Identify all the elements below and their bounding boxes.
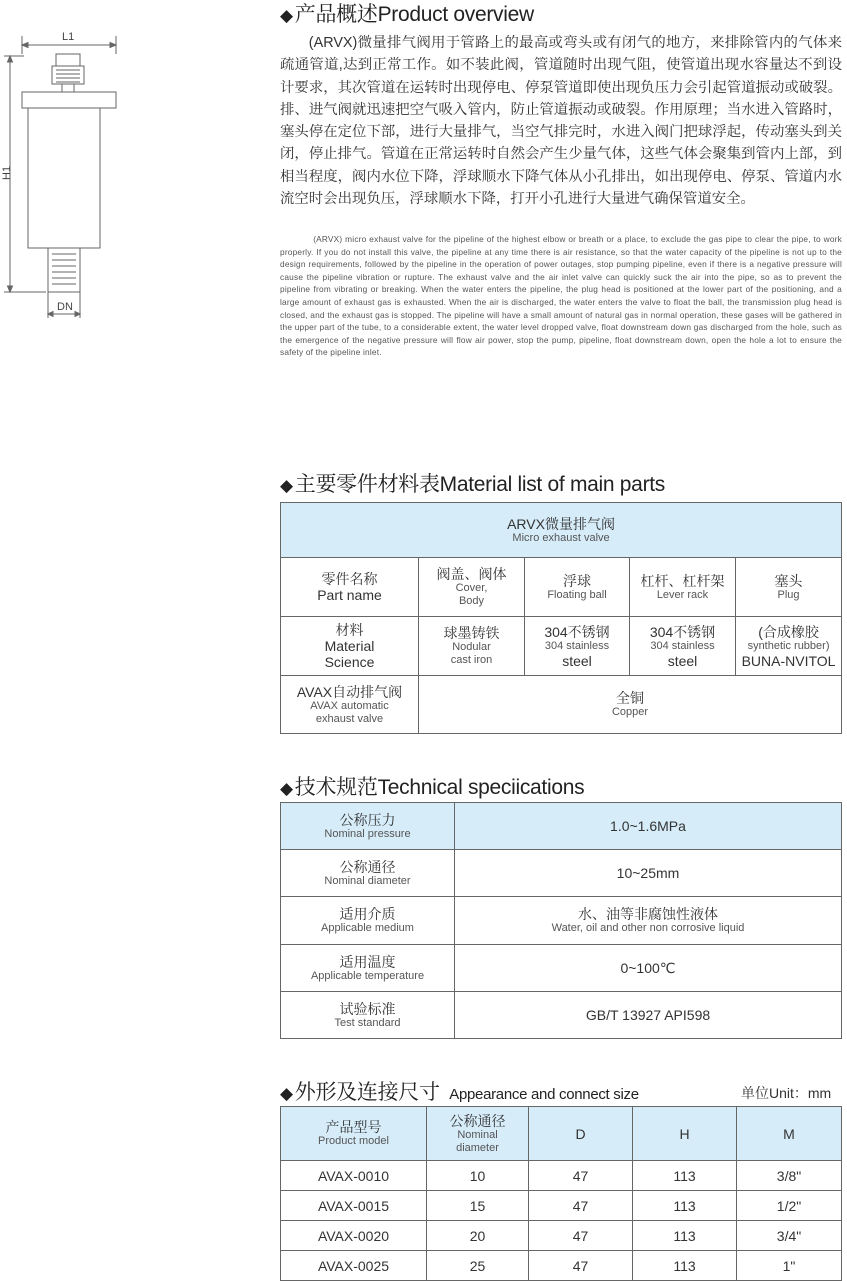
overview-title bbox=[280, 0, 534, 28]
m-cell: 1" bbox=[737, 1251, 842, 1281]
d-cell: 47 bbox=[529, 1191, 633, 1221]
nominal-cell: 15 bbox=[427, 1191, 529, 1221]
h-cell: 113 bbox=[633, 1251, 737, 1281]
materials-material-row bbox=[281, 617, 842, 676]
m-header: M bbox=[737, 1107, 842, 1161]
technical-value: GB/T 13927 API598 bbox=[455, 992, 842, 1039]
h-cell: 113 bbox=[633, 1191, 737, 1221]
technical-value: 0~100℃ bbox=[455, 945, 842, 992]
overview-text-zh: (ARVX)微量排气阀用于管路上的最高或弯头或有闭气的地方，来排除管内的气体来疏通管道,达到正常工作。如不装此阀，管道随时出现气阻，使管道出现水容量达不到设计要求，其次管道在运转时出现停电、停泵管道即使出现负压力会引起管道振动或破裂。排、进气阀就迅速把空气吸入管内，防止管道振动或破裂。作用原理；当水进入管路时，塞头停在定位下部，进行大量排气，当空气排完时，水进入阀门把球浮起，传动塞头到关闭，停止排气。管道在正常运转时自然会产生少量气体，这些气体会聚集到管内上部，到相当程度，阀内水位下降，浮球顺水下降气体从小孔排出，如出现停电、停泵、管道内水流空时会出现负压，浮球顺水下降，打开小孔进行大量进气确保管道安全。 bbox=[280, 35, 842, 208]
part-cell: 杠杆、杠杆架 Lever rack bbox=[630, 558, 736, 617]
avax-value: 全铜 Copper bbox=[419, 676, 842, 734]
overview-text-en: (ARVX) micro exhaust valve for the pipeline of the highest elbow or breath or a place, to exclude the gas pipe to clear the pipe, to work properly. If you do not install this valve, the pipeline at any time there is air resistance, so that the water capacity of the pipeline is not up to the design requirements, followed by the pipeline in the operation of power outages, stop pumping pipeline, even if there is a negative pressure will cause the pipeline vibration or rupture. The exhaust valve and the air inlet valve can quickly suck the air into the pipe, so as to prevent the pipeline from vibrating or breaking. When the water enters the pipeline, the plug head is positioned at the lower part of the positioning, and a large amount of exhaust gas is exhausted. When the air is discharged, the water enters the valve to float the ball, the transmission plug head is closed, and the exhaust gas is stopped. The pipeline will have a small amount of natural gas in normal operation, these gases will be gathered in the upper part of the tube, to a considerable extent, the water level dropped valve, float downstream down gas discharged from the hole, such as the emergence of the negative pressure will flow air power, stop the pump, pipeline, float downstream down, open the hole a lot to ensure the safety of the pipeline inlet. bbox=[280, 234, 842, 358]
nominal-header: 公称通径 Nominal diameter bbox=[427, 1107, 529, 1161]
material-cell: (合成橡胶 synthetic rubber) BUNA-NVITOL bbox=[736, 617, 842, 676]
model-cell: AVAX-0020 bbox=[281, 1221, 427, 1251]
h1-label: H1 bbox=[1, 165, 13, 180]
dn-label: DN bbox=[57, 301, 73, 313]
m-cell: 1/2" bbox=[737, 1191, 842, 1221]
technical-value: 10~25mm bbox=[455, 850, 842, 897]
model-cell: AVAX-0025 bbox=[281, 1251, 427, 1281]
technical-label: 试验标准 Test standard bbox=[281, 992, 455, 1039]
technical-row bbox=[281, 945, 842, 992]
materials-header-cell: ARVX微量排气阀 Micro exhaust valve bbox=[281, 503, 842, 558]
materials-header-row bbox=[281, 503, 842, 558]
unit-label: 单位Unit：mm bbox=[741, 1085, 832, 1101]
m-cell: 3/4" bbox=[737, 1221, 842, 1251]
h-cell: 113 bbox=[633, 1161, 737, 1191]
nominal-cell: 25 bbox=[427, 1251, 529, 1281]
material-label: 材料 Material Science bbox=[281, 617, 419, 676]
h-cell: 113 bbox=[633, 1221, 737, 1251]
m-cell: 3/8" bbox=[737, 1161, 842, 1191]
technical-value: 水、油等非腐蚀性液体 Water, oil and other non corrosive liquid bbox=[455, 897, 842, 945]
h-header: H bbox=[633, 1107, 737, 1161]
technical-title-text: 技术规范Technical speciications bbox=[294, 776, 585, 799]
table-row bbox=[281, 1191, 842, 1221]
technical-row bbox=[281, 897, 842, 945]
technical-row bbox=[281, 992, 842, 1039]
overview-title-text: 产品概述Product overview bbox=[294, 3, 534, 26]
technical-label: 适用温度 Applicable temperature bbox=[281, 945, 455, 992]
valve-outline-svg bbox=[0, 20, 140, 330]
table-row bbox=[281, 1221, 842, 1251]
part-cell: 浮球 Floating ball bbox=[525, 558, 630, 617]
d-cell: 47 bbox=[529, 1221, 633, 1251]
valve-dimension-drawing bbox=[0, 20, 140, 330]
materials-title-text: 主要零件材料表Material list of main parts bbox=[294, 473, 665, 496]
model-header: 产品型号 Product model bbox=[281, 1107, 427, 1161]
technical-row bbox=[281, 850, 842, 897]
avax-label: AVAX自动排气阀 AVAX automatic exhaust valve bbox=[281, 676, 419, 734]
part-name-label: 零件名称 Part name bbox=[281, 558, 419, 617]
technical-label: 公称通径 Nominal diameter bbox=[281, 850, 455, 897]
model-cell: AVAX-0015 bbox=[281, 1191, 427, 1221]
table-row bbox=[281, 1251, 842, 1281]
technical-row bbox=[281, 803, 842, 850]
technical-value: 1.0~1.6MPa bbox=[455, 803, 842, 850]
materials-title bbox=[280, 468, 665, 498]
part-cell: 阀盖、阀体 Cover, Body bbox=[419, 558, 525, 617]
dimensions-title bbox=[280, 1076, 639, 1106]
diamond-bullet-icon: ◆ bbox=[280, 476, 293, 495]
l1-label: L1 bbox=[62, 31, 75, 43]
model-cell: AVAX-0010 bbox=[281, 1161, 427, 1191]
table-row bbox=[281, 1161, 842, 1191]
technical-label: 公称压力 Nominal pressure bbox=[281, 803, 455, 850]
technical-label: 适用介质 Applicable medium bbox=[281, 897, 455, 945]
dimensions-header-row bbox=[281, 1107, 842, 1161]
dimensions-title-zh: 外形及连接尺寸 bbox=[294, 1081, 440, 1104]
dimensions-table bbox=[280, 1106, 842, 1281]
material-cell: 球墨铸铁 Nodular cast iron bbox=[419, 617, 525, 676]
technical-title bbox=[280, 771, 584, 801]
nominal-cell: 20 bbox=[427, 1221, 529, 1251]
nominal-cell: 10 bbox=[427, 1161, 529, 1191]
materials-table bbox=[280, 502, 842, 734]
materials-avax-row bbox=[281, 676, 842, 734]
d-header: D bbox=[529, 1107, 633, 1161]
part-cell: 塞头 Plug bbox=[736, 558, 842, 617]
diamond-bullet-icon: ◆ bbox=[280, 1084, 293, 1103]
dimensions-title-en: Appearance and connect size bbox=[449, 1086, 639, 1103]
diamond-bullet-icon: ◆ bbox=[280, 779, 293, 798]
material-cell: 304不锈钢 304 stainless steel bbox=[630, 617, 736, 676]
technical-table bbox=[280, 802, 842, 1039]
diamond-bullet-icon: ◆ bbox=[280, 6, 293, 25]
d-cell: 47 bbox=[529, 1161, 633, 1191]
d-cell: 47 bbox=[529, 1251, 633, 1281]
materials-part-row bbox=[281, 558, 842, 617]
material-cell: 304不锈钢 304 stainless steel bbox=[525, 617, 630, 676]
